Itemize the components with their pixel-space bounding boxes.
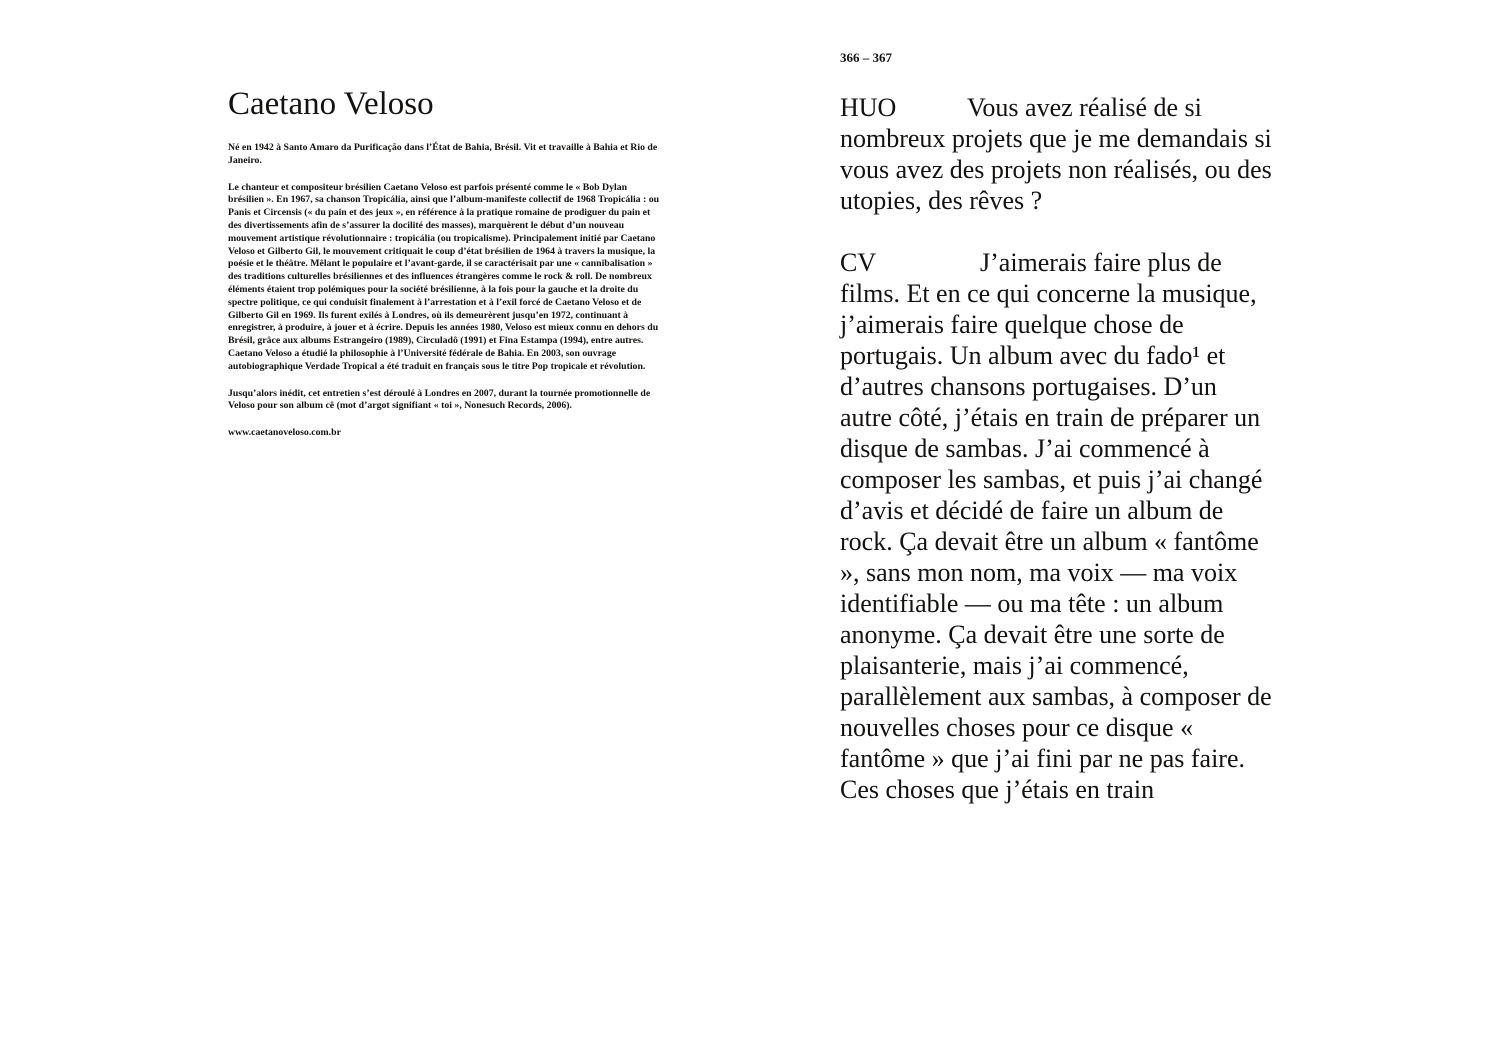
folio-page-numbers: 366 – 367 bbox=[840, 50, 892, 65]
bio-section bbox=[228, 142, 661, 413]
interview-paragraph bbox=[840, 92, 1272, 216]
speaker-label: CV bbox=[840, 248, 877, 277]
page-title: Caetano Veloso bbox=[228, 86, 434, 122]
interview-paragraph bbox=[840, 247, 1272, 805]
interview-paragraph-text: J’aimerais faire plus de films. Et en ce qui concerne la musique, j’aimerais faire quelque chose de portugais. Un album avec du fado¹ et d’autres chansons portugaises. D’un autre côté, j’étais en train de préparer un disque de sambas. J’ai commencé à composer les sambas, et puis j’ai changé d’avis et décidé de faire un album de rock. Ça devait être un album « fantôme », sans mon nom, ma voix — ma voix identifiable — ou ma tête : un album anonyme. Ça devait être une sorte de plaisanterie, mais j’ai commencé, parallèlement aux sambas, à composer de nouvelles choses pour ce disque « fantôme » que j’ai fini par ne pas faire. Ces choses que j’étais en train bbox=[840, 248, 1272, 804]
interview-text bbox=[840, 92, 1272, 805]
interview-paragraph-text: Vous avez réalisé de si nombreux projets que je me demandais si vous avez des projets non réalisés, ou des utopies, des rêves ? bbox=[840, 93, 1272, 215]
website-link[interactable]: www.caetanoveloso.com.br bbox=[228, 427, 341, 439]
bio-paragraph: Le chanteur et compositeur brésilien Caetano Veloso est parfois présenté comme le « Bob Dylan brésilien ». En 1967, sa chanson Tropicália, ainsi que l’album-manifeste collectif de 1968 Tropicália : ou Panis et Circensis (« du pain et des jeux », en référence à la pratique romaine de prodiguer du pain et des divertissements afin de s’assurer la docilité des masses), marquèrent le début d’un nouveau mouvement artistique révolutionnaire : tropicália (ou tropicalisme). Principalement initié par Caetano Veloso et Gilberto Gil, le mouvement critiquait le coup d’état brésilien de 1964 à travers la musique, la poésie et le théâtre. Mêlant le populaire et l’avant-garde, il se caractérisait par une « cannibalisation » des traditions culturelles brésiliennes et des influences étrangères comme le rock & roll. De nombreux éléments étaient trop polémiques pour la société brésilienne, à la fois pour la gauche et la droite du spectre politique, ce qui conduisit finalement à l’arrestation et à l’exil forcé de Caetano Veloso et de Gilberto Gil en 1969. Ils furent exilés à Londres, où ils demeurèrent jusqu’en 1972, continuant à enregistrer, à produire, à jouer et à écrire. Depuis les années 1980, Veloso est mieux connu en dehors du Brésil, grâce aux albums Estrangeiro (1989), Circuladô (1991) et Fina Estampa (1994), entre autres. Caetano Veloso a étudié la philosophie à l’Université fédérale de Bahia. En 2003, son ouvrage autobiographique Verdade Tropical a été traduit en français sous le titre Pop tropicale et révolution. bbox=[228, 181, 660, 372]
bio-paragraph: Né en 1942 à Santo Amaro da Purificação dans l’État de Bahia, Brésil. Vit et travaille à Bahia et Rio de Janeiro. bbox=[228, 141, 658, 166]
left-page bbox=[228, 86, 661, 440]
speaker-label: HUO bbox=[840, 93, 897, 122]
bio-paragraph: Jusqu’alors inédit, cet entretien s’est déroulé à Londres en 2007, durant la tournée promotionnelle de Veloso pour son album cê (mot d’argot signifiant « toi », Nonesuch Records, 2006). bbox=[228, 387, 651, 412]
right-page bbox=[840, 50, 1272, 805]
